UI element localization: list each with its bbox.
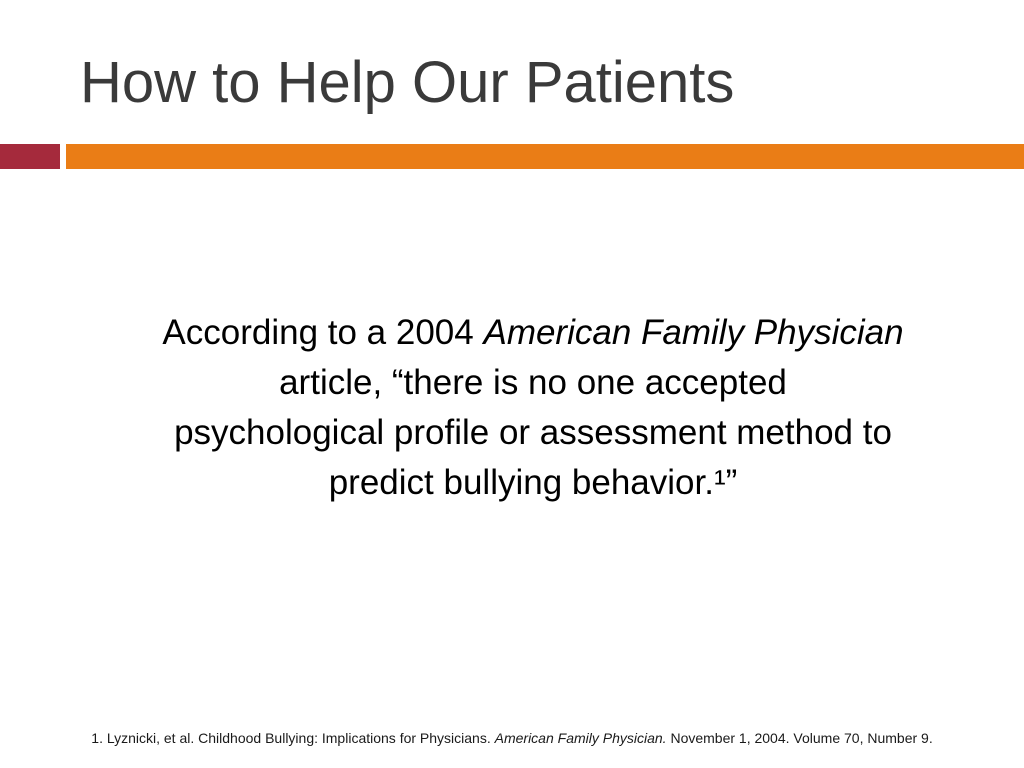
quote-intro: According to a 2004 (162, 313, 484, 352)
quote-line-3: psychological profile or assessment method to (174, 413, 892, 452)
slide-title: How to Help Our Patients (80, 50, 735, 115)
quote-line-2: article, “there is no one accepted (279, 363, 787, 402)
citation-footnote (0, 728, 1024, 748)
footnote-text-before: 1. Lyznicki, et al. Childhood Bullying: Implications for Physicians. (91, 730, 495, 746)
footnote-text-after: November 1, 2004. Volume 70, Number 9. (666, 730, 933, 746)
quote-journal-name: American Family Physician (483, 313, 904, 352)
footnote-journal: American Family Physician. (494, 730, 667, 746)
quote-text (88, 308, 978, 508)
accent-bar-right (66, 144, 1024, 169)
accent-bar-left (0, 144, 60, 169)
quote-line-4: predict bullying behavior.¹” (328, 463, 738, 502)
